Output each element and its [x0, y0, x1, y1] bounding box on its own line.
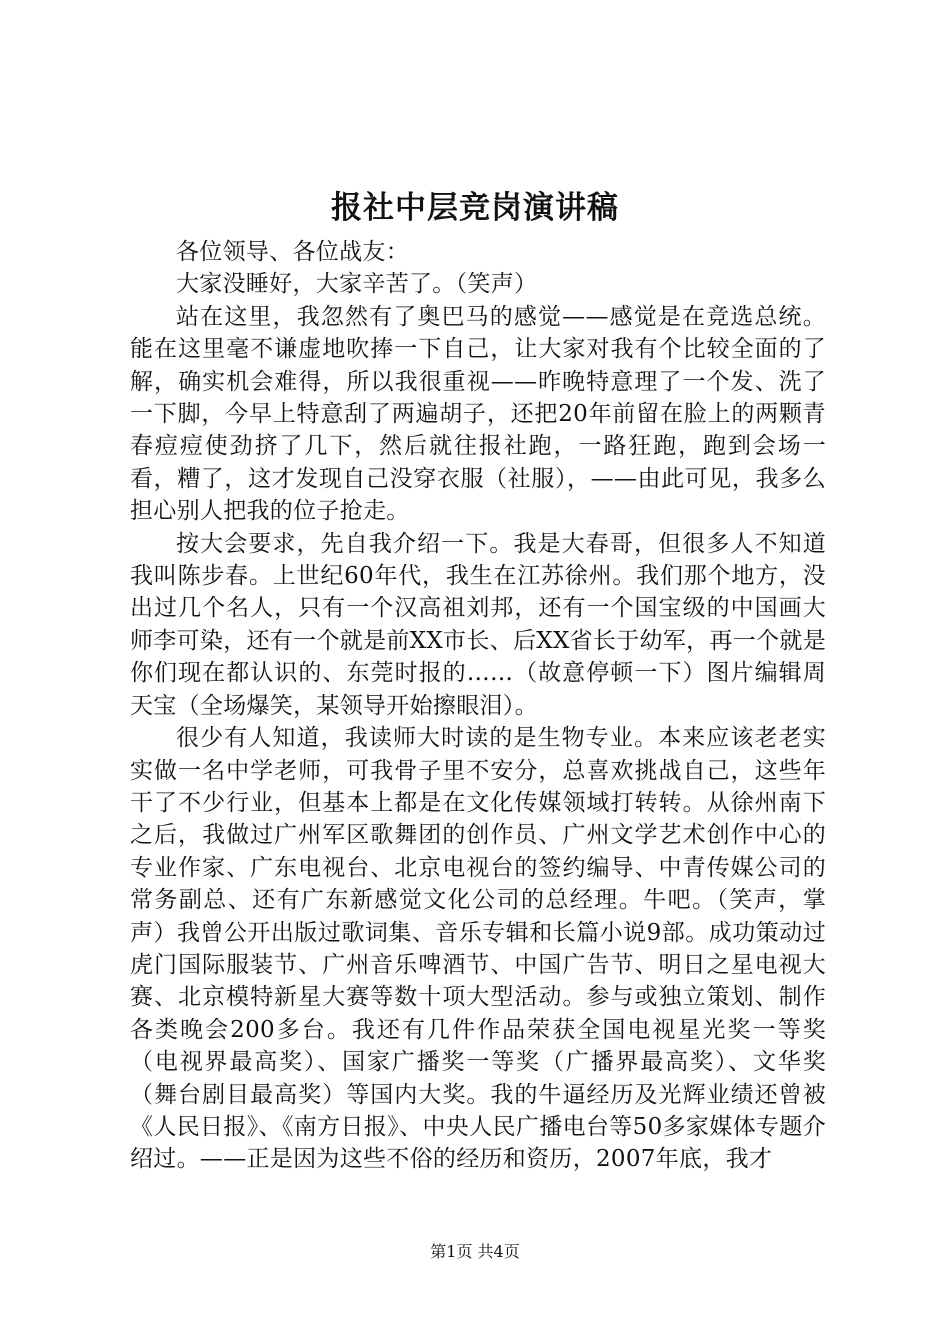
document-body — [130, 236, 826, 1176]
document-title: 报社中层竞岗演讲稿 — [331, 190, 619, 226]
page-number-footer: 第1页 共4页 — [430, 1242, 520, 1261]
paragraph-salutation: 各位领导、各位战友： — [176, 239, 409, 265]
paragraph-self-introduction: 按大会要求，先自我介绍一下。我是大春哥，但很多人不知道我叫陈步春。上世纪60年代，我生在江苏徐州。我们那个地方，没出过几个名人，只有一个汉高祖刘邦，还有一个国宝级的中国画大师李可染，还有一个就是前XX市长、后XX省长于幼军，再一个就是你们现在都认识的、东莞时报的……（故意停顿一下）图片编辑周天宝（全场爆笑，某领导开始擦眼泪）。 — [130, 530, 826, 719]
paragraph-opening: 站在这里，我忽然有了奥巴马的感觉——感觉是在竞选总统。能在这里毫不谦虚地吹捧一下自己，让大家对我有个比较全面的了解，确实机会难得，所以我很重视——昨晚特意理了一个发、洗了一下脚，今早上特意刮了两遍胡子，还把20年前留在脸上的两颗青春痘痘使劲挤了几下，然后就往报社跑，一路狂跑，跑到会场一看，糟了，这才发现自己没穿衣服（社服），——由此可见，我多么担心别人把我的位子抢走。 — [130, 303, 826, 525]
paragraph-experience: 很少有人知道，我读师大时读的是生物专业。本来应该老老实实做一名中学老师，可我骨子里不安分，总喜欢挑战自己，这些年干了不少行业，但基本上都是在文化传媒领域打转转。从徐州南下之后，我做过广州军区歌舞团的创作员、广州文学艺术创作中心的专业作家、广东电视台、北京电视台的签约编导、中青传媒公司的常务副总、还有广东新感觉文化公司的总经理。牛吧。（笑声，掌声）我曾公开出版过歌词集、音乐专辑和长篇小说9部。成功策动过虎门国际服装节、广州音乐啤酒节、中国广告节、明日之星电视大赛、北京模特新星大赛等数十项大型活动。参与或独立策划、制作各类晚会200多台。我还有几件作品荣获全国电视星光奖一等奖（电视界最高奖）、国家广播奖一等奖（广播界最高奖）、文华奖（舞台剧目最高奖）等国内大奖。我的牛逼经历及光辉业绩还曾被《人民日报》、《南方日报》、中央人民广播电台等50多家媒体专题介绍过。——正是因为这些不俗的经历和资历，2007年底，我才 — [130, 725, 826, 1173]
paragraph-greeting: 大家没睡好，大家辛苦了。（笑声） — [176, 271, 538, 298]
